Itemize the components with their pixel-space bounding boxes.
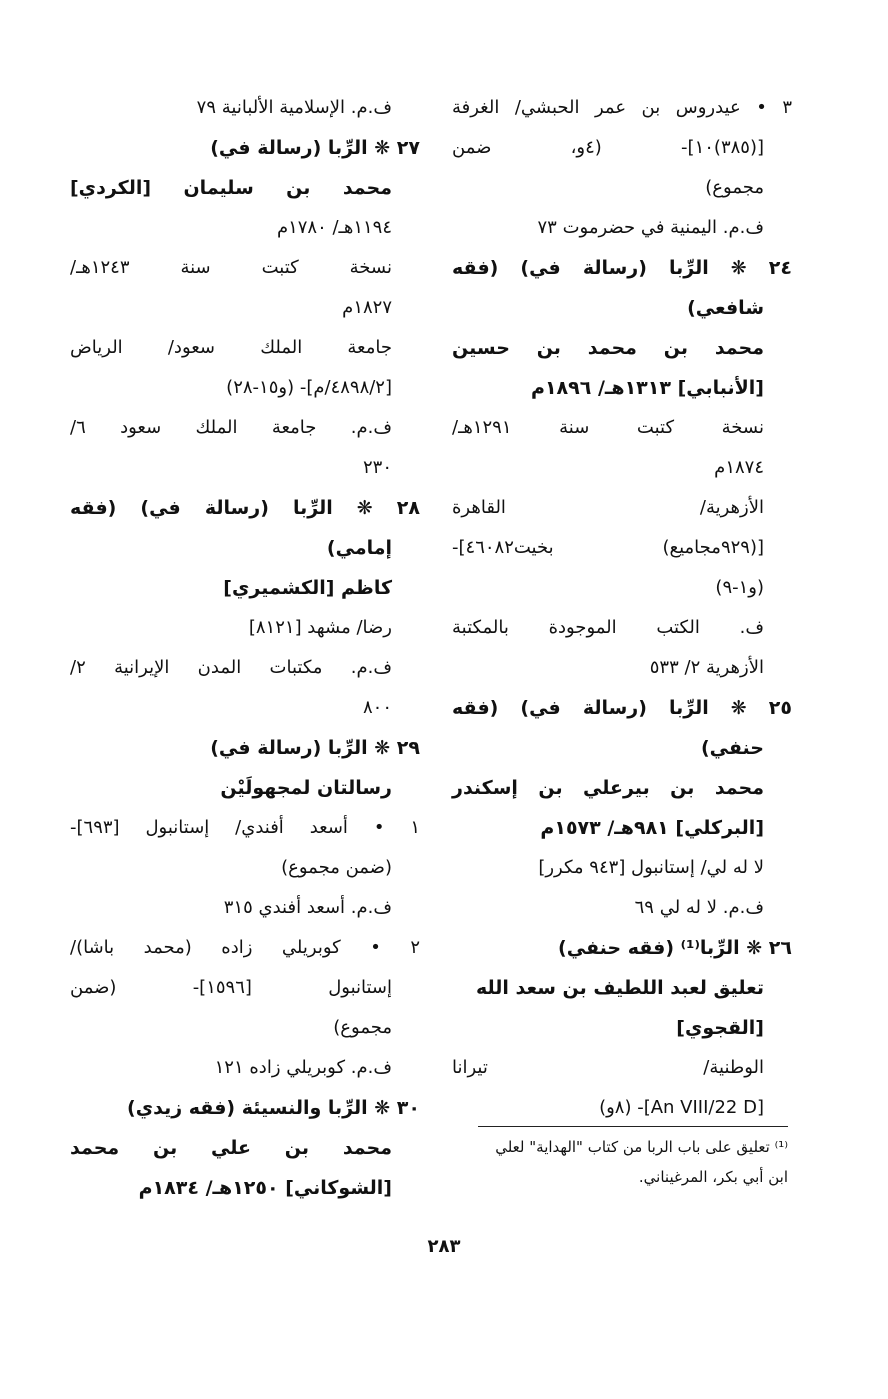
text-line: مجموع)	[333, 1017, 392, 1038]
text-line: ٢٦ ❋ الرِّبا⁽¹⁾ (فقه حنفي)	[558, 937, 792, 959]
text-line: لا له لي/ إستانبول [٩٤٣ مكرر]	[538, 857, 764, 878]
text-line: (و١-٩)	[715, 577, 764, 598]
footnote-divider	[478, 1126, 788, 1127]
text-line: تعليق لعبد اللطيف بن سعد الله	[476, 977, 764, 999]
text-line: [الأنبابي] ١٣١٣هـ/ ١٨٩٦م	[531, 377, 764, 399]
left-column	[70, 88, 420, 1208]
text-line: ف.م. اليمنية في حضرموت ٧٣	[537, 217, 764, 238]
text-line: كاظم [الكشميري]	[223, 577, 392, 599]
text-line: ٢٨ ❋ الرِّبا (رسالة في) (فقه	[70, 497, 420, 519]
text-line: نسخة كتبت سنة ١٢٩١هـ/	[452, 417, 764, 438]
text-line: شافعي)	[687, 297, 764, 319]
text-line: إمامي)	[326, 537, 392, 559]
text-line: ١ • أسعد أفندي/ إستانبول [٦٩٣]-	[70, 817, 420, 838]
text-line: ف.م. أسعد أفندي ٣١٥	[223, 897, 392, 918]
text-line: (ضمن مجموع)	[281, 857, 392, 878]
text-line: [(٩٢٩مجاميع) بخيت٤٦٠٨٢]-	[452, 537, 764, 558]
text-line: ف.م. كوبريلي زاده ١٢١	[214, 1057, 392, 1078]
text-line: ٢٥ ❋ الرِّبا (رسالة في) (فقه	[452, 697, 792, 719]
text-line: [الشوكاني] ١٢٥٠هـ/ ١٨٣٤م	[138, 1177, 392, 1199]
text-line: رضا/ مشهد [٨١٢١]	[248, 617, 392, 638]
footnote-line-1: ⁽¹⁾ تعليق على باب الربا من كتاب "الهداية" لعلي	[495, 1138, 788, 1156]
text-line: مجموع)	[705, 177, 764, 198]
text-line: ٢ • كوبريلي زاده (محمد باشا)/	[70, 937, 420, 958]
text-line: محمد بن بيرعلي بن إسكندر	[452, 777, 764, 799]
text-line: حنفي)	[700, 737, 764, 759]
text-line: ١٨٢٧م	[342, 297, 392, 318]
page-number: ٢٨٣	[427, 1236, 461, 1257]
text-line: [البركلي] ٩٨١هـ/ ١٥٧٣م	[540, 817, 764, 839]
text-line: [An VIII/22 D]- (٨و)	[599, 1097, 764, 1118]
text-line: ف.م. مكتبات المدن الإيرانية ٢/	[70, 657, 392, 678]
text-line: ٢٧ ❋ الرِّبا (رسالة في)	[210, 137, 420, 159]
text-line: ١١٩٤هـ/ ١٧٨٠م	[276, 217, 392, 238]
text-line: ١٨٧٤م	[714, 457, 764, 478]
text-line: ٢٩ ❋ الرِّبا (رسالة في)	[210, 737, 420, 759]
text-line: ف. الكتب الموجودة بالمكتبة	[452, 617, 764, 638]
text-line: ٨٠٠	[362, 697, 392, 718]
text-line: [القجوي]	[676, 1017, 764, 1039]
text-line: الوطنية/ تيرانا	[452, 1057, 764, 1078]
text-line: ٣ • عيدروس بن عمر الحبشي/ الغرفة	[452, 97, 792, 118]
text-line: جامعة الملك سعود/ الرياض	[70, 337, 392, 358]
right-column	[452, 88, 792, 1128]
text-line: ٢٤ ❋ الرِّبا (رسالة في) (فقه	[452, 257, 792, 279]
text-line: محمد بن علي بن محمد	[70, 1137, 392, 1159]
text-line: إستانبول [١٥٩٦]- (ضمن	[70, 977, 393, 998]
text-line: ف.م. الإسلامية الألبانية ٧٩	[196, 97, 392, 118]
text-line: ٣٠ ❋ الرِّبا والنسيئة (فقه زيدي)	[127, 1097, 420, 1119]
text-line: [(٣٨٥)١٠]- (٤و، ضمن	[452, 137, 764, 158]
text-line: ف.م. جامعة الملك سعود ٦/	[70, 417, 392, 438]
text-line: [٤٨٩٨/٢/م]- (و١٥-٢٨)	[226, 377, 392, 398]
text-line: محمد بن محمد بن حسين	[452, 337, 764, 359]
text-line: رسالتان لمجهولَيْن	[220, 777, 392, 799]
text-line: محمد بن سليمان [الكردي]	[70, 177, 392, 199]
text-line: ف.م. لا له لي ٦٩	[634, 897, 764, 918]
text-line: نسخة كتبت سنة ١٢٤٣هـ/	[70, 257, 392, 278]
footnote-line-2: ابن أبي بكر، المرغيناني.	[638, 1168, 788, 1186]
text-line: الأزهرية/ القاهرة	[452, 497, 764, 518]
text-line: ٢٣٠	[362, 457, 392, 478]
footnote	[470, 1132, 788, 1192]
text-line: الأزهرية ٢/ ٥٣٣	[649, 657, 764, 678]
